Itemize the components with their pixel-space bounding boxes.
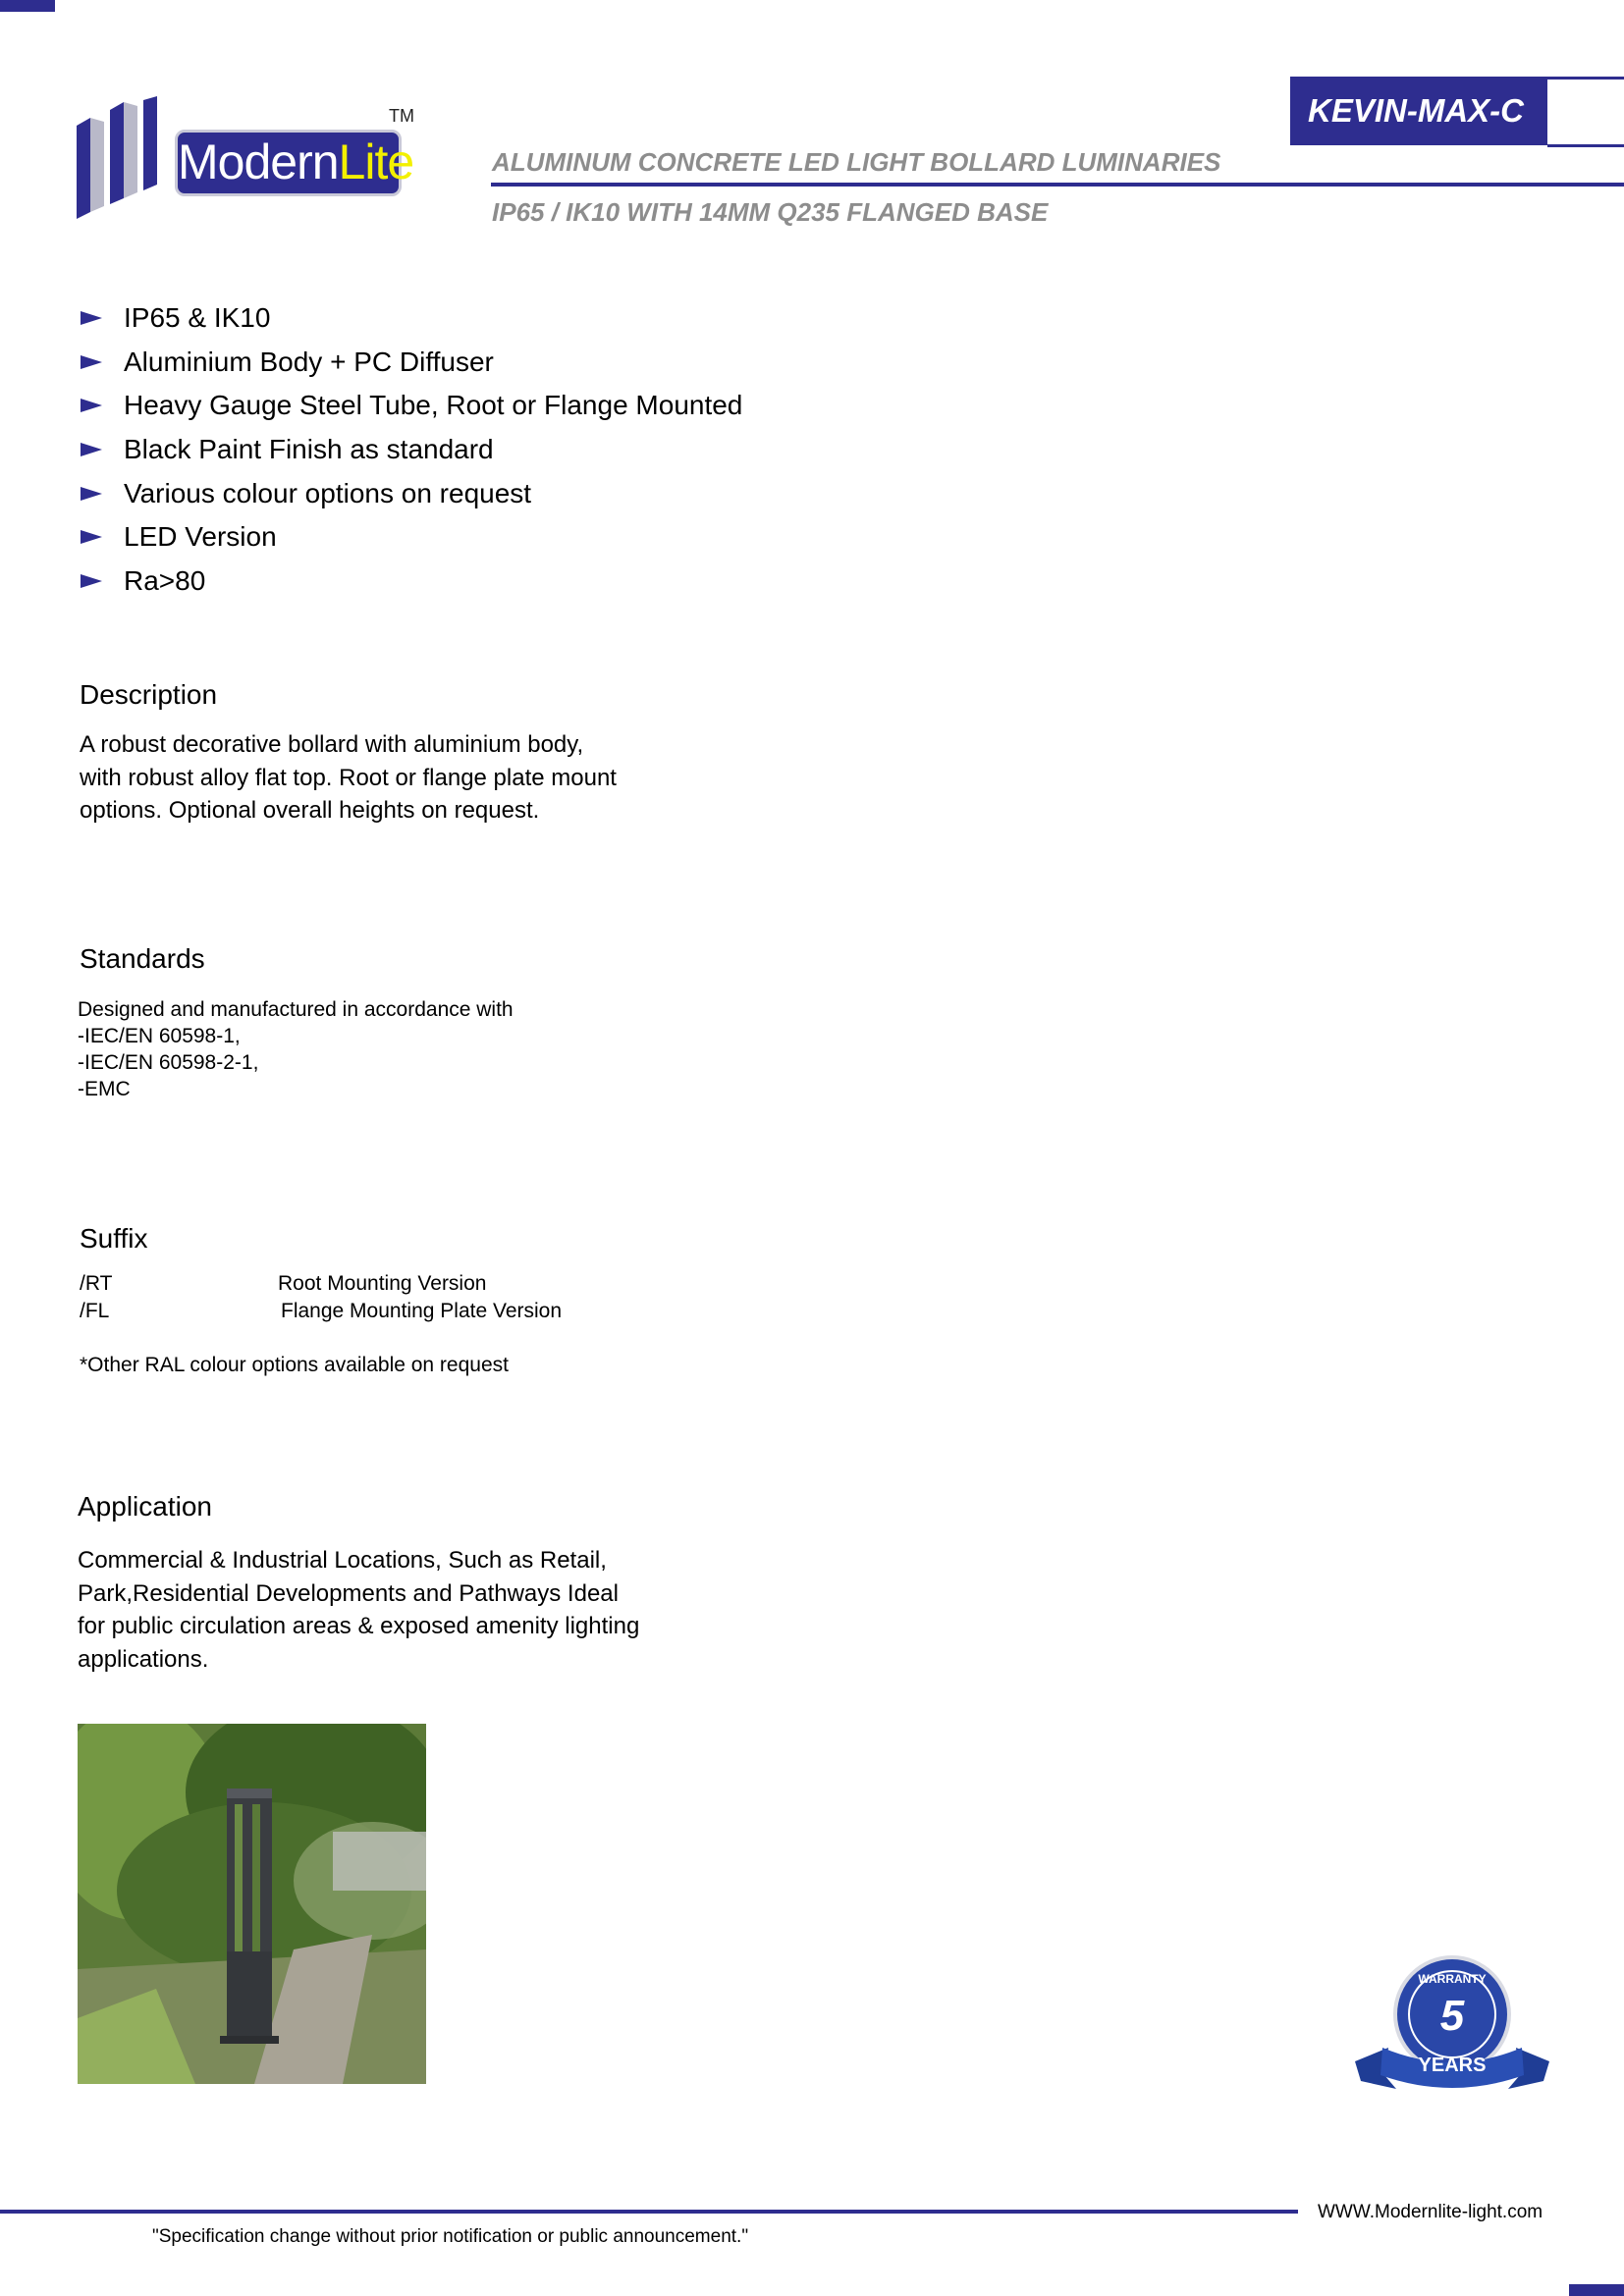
bullet-arrow-icon — [81, 530, 102, 544]
bullet-arrow-icon — [81, 311, 102, 325]
product-title: ALUMINUM CONCRETE LED LIGHT BOLLARD LUMINARIES — [492, 147, 1221, 177]
standards-heading: Standards — [80, 943, 205, 974]
model-code-frame — [1547, 77, 1624, 147]
colour-note: *Other RAL colour options available on request — [80, 1354, 509, 1376]
warranty-unit: YEARS — [1418, 2055, 1487, 2076]
footer-website-link[interactable]: WWW.Modernlite-light.com — [1318, 2202, 1543, 2222]
product-photo — [78, 1724, 426, 2084]
application-text: Commercial & Industrial Locations, Such as Retail, Park,Residential Developments and Pathways Ideal for public circulation areas & exposed amenity lighting applications. — [78, 1547, 640, 1673]
application-heading: Application — [78, 1491, 212, 1522]
corner-accent-top — [0, 0, 55, 12]
footer-disclaimer: "Specification change without prior notification or public announcement." — [152, 2226, 749, 2247]
feature-item: Heavy Gauge Steel Tube, Root or Flange Mounted — [79, 388, 742, 432]
trademark-mark: TM — [389, 106, 414, 126]
bullet-arrow-icon — [81, 487, 102, 501]
suffix-label: Root Mounting Version — [278, 1272, 487, 1295]
corner-accent-bottom — [1569, 2284, 1624, 2296]
standards-text: Designed and manufactured in accordance with -IEC/EN 60598-1, -IEC/EN 60598-2-1, -EMC — [78, 998, 514, 1100]
feature-item: IP65 & IK10 — [79, 300, 742, 345]
warranty-number: 5 — [1439, 1992, 1465, 2040]
bullet-arrow-icon — [81, 574, 102, 588]
suffix-code: /RT — [80, 1272, 113, 1295]
brand-logo — [77, 96, 422, 219]
description-heading: Description — [80, 679, 218, 710]
feature-item: LED Version — [79, 519, 742, 563]
feature-item: Various colour options on request — [79, 476, 742, 520]
product-subtitle: IP65 / IK10 WITH 14MM Q235 FLANGED BASE — [492, 197, 1049, 227]
suffix-code: /FL — [80, 1300, 110, 1322]
warranty-top-text: WARRANTY — [1418, 1972, 1487, 1986]
feature-item: Aluminium Body + PC Diffuser — [79, 345, 742, 389]
feature-item: Black Paint Finish as standard — [79, 432, 742, 476]
feature-list — [79, 300, 742, 608]
model-code: KEVIN-MAX-C — [1290, 77, 1547, 145]
warranty-badge — [1355, 1953, 1549, 2091]
header-divider — [491, 183, 1624, 187]
footer-divider — [0, 2210, 1298, 2214]
feature-item: Ra>80 — [79, 563, 742, 608]
bullet-arrow-icon — [81, 399, 102, 412]
suffix-label: Flange Mounting Plate Version — [281, 1300, 563, 1322]
bollard-photo-image — [78, 1724, 426, 2084]
bullet-arrow-icon — [81, 443, 102, 456]
bullet-arrow-icon — [81, 355, 102, 369]
logo-bars-icon — [77, 96, 175, 219]
suffix-heading: Suffix — [80, 1223, 148, 1254]
logo-wordmark: ModernLite — [175, 130, 402, 196]
description-text: A robust decorative bollard with aluminium body, with robust alloy flat top. Root or flange plate mount options. Optional overall heights on request. — [80, 731, 617, 824]
